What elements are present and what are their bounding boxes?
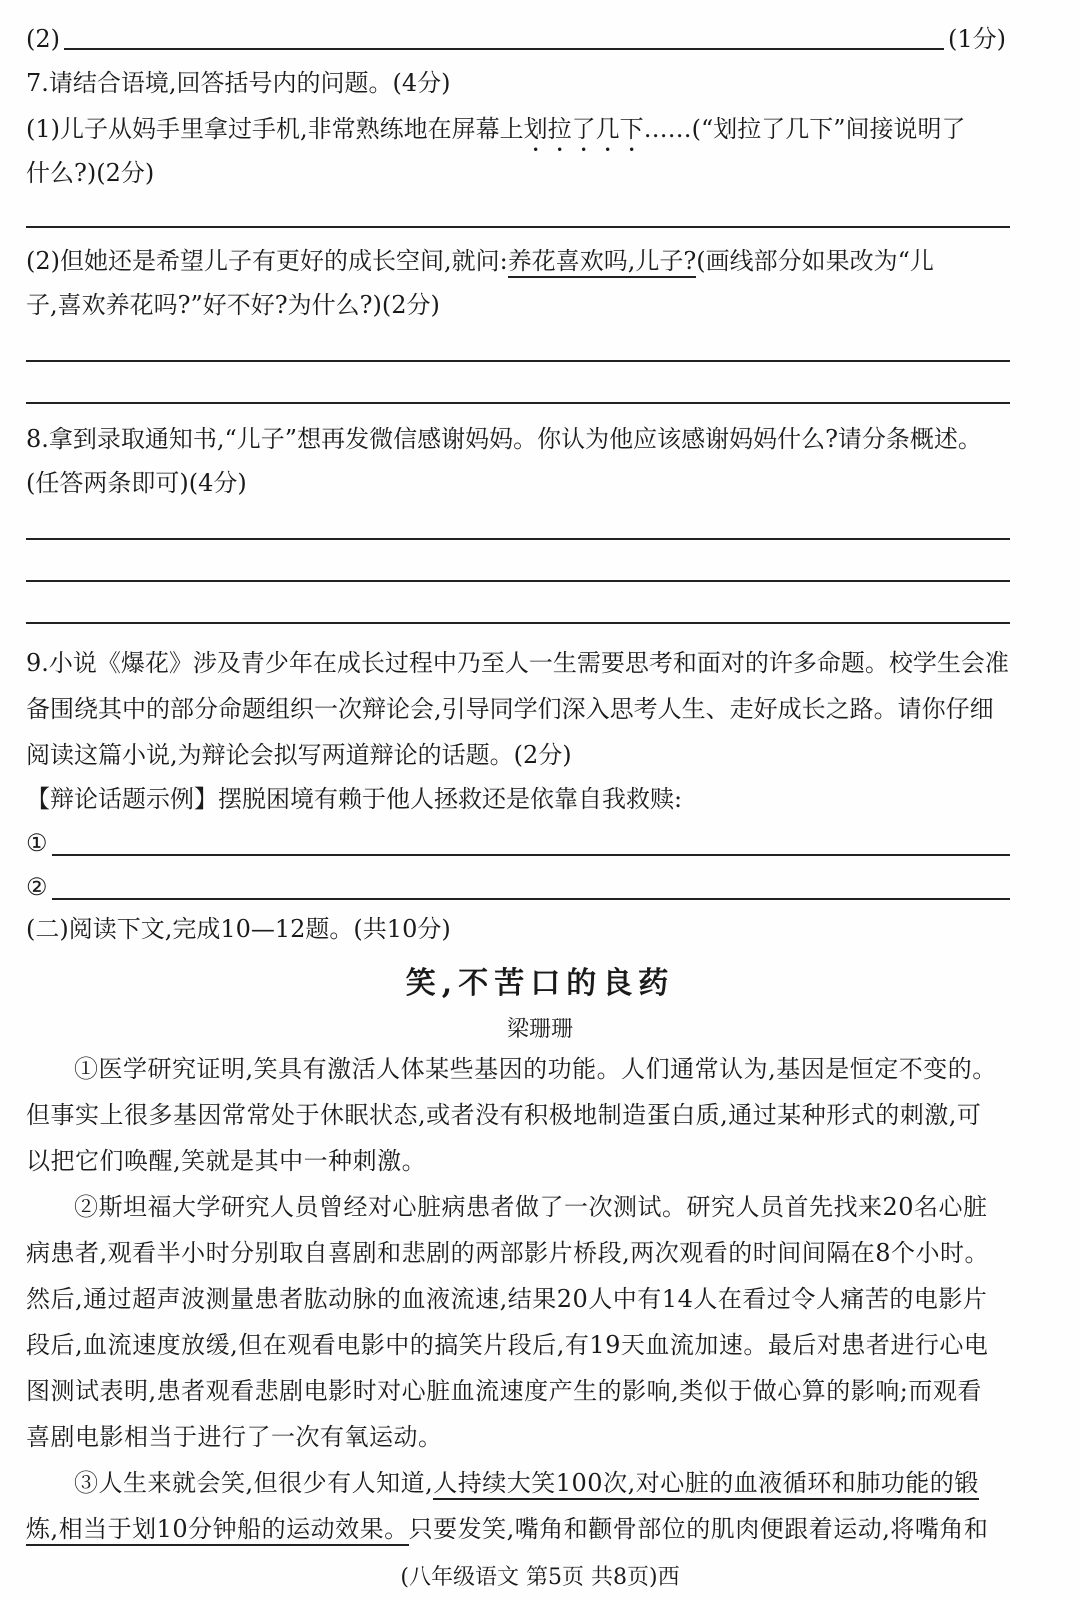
q6-item2-label: (2) bbox=[26, 25, 60, 53]
q6-item2 bbox=[26, 22, 1050, 56]
article-p3-line2 bbox=[26, 1512, 1050, 1546]
article-p2-line4: 段后,血流速度放缓,但在观看电影中的搞笑片段后,有19天血流加速。最后对患者进行心电 bbox=[26, 1331, 989, 1359]
article-p3-line2-text: 只要发笑,嘴角和颧骨部位的肌肉便跟着运动,将嘴角和 bbox=[408, 1515, 989, 1543]
article-p1-line3: 以把它们唤醒,笑就是其中一种刺激。 bbox=[26, 1147, 427, 1175]
article-p3-underlined-2: 炼,相当于划10分钟船的运动效果。 bbox=[26, 1515, 409, 1546]
q8-answer-line-2[interactable] bbox=[26, 580, 1010, 582]
q9-answer-line-2[interactable] bbox=[52, 898, 1010, 900]
q8-line1: 8.拿到录取通知书,“儿子”想再发微信感谢妈妈。你认为他应该感谢妈妈什么?请分条概述。 bbox=[26, 425, 982, 453]
section2-heading: (二)阅读下文,完成10—12题。(共10分) bbox=[26, 915, 451, 943]
q7-sub2-answer-line-2[interactable] bbox=[26, 402, 1010, 404]
q7-sub2-answer-line-1[interactable] bbox=[26, 360, 1010, 362]
article-p3-line1-text: ③人生来就会笑,但很少有人知道, bbox=[74, 1469, 434, 1497]
q9-answer-line-1[interactable] bbox=[52, 854, 1010, 856]
q9-mark2: ② bbox=[26, 873, 48, 901]
article-p1-line2: 但事实上很多基因常常处于休眠状态,或者没有积极地制造蛋白质,通过某种形式的刺激,可 bbox=[26, 1101, 982, 1129]
q7-sub1-text-a: (1)儿子从妈手里拿过手机,非常熟练地在屏幕上 bbox=[26, 115, 524, 143]
article-p3-underlined-1: 人持续大笑100次,对心脏的血液循环和肺功能的锻 bbox=[433, 1469, 978, 1500]
q7-sub2-text-b: (画线部分如果改为“儿 bbox=[696, 247, 934, 275]
q8-line2: (任答两条即可)(4分) bbox=[26, 469, 247, 497]
q7-sub2 bbox=[26, 244, 1050, 278]
article-p3-line1 bbox=[74, 1466, 1050, 1500]
article-title: 笑,不苦口的良药 bbox=[405, 966, 675, 1001]
q7-sub2-text-a: (2)但她还是希望儿子有更好的成长空间,就问: bbox=[26, 247, 508, 275]
q7-sub1-cont: 什么?)(2分) bbox=[26, 159, 155, 187]
q6-answer-line[interactable] bbox=[64, 48, 944, 50]
q7-sub1-dotted: 划拉了几下 bbox=[523, 115, 644, 143]
q7-sub1 bbox=[26, 112, 1050, 157]
page-footer: (八年级语文 第5页 共8页)西 bbox=[400, 1565, 680, 1590]
q6-item2-score: (1分) bbox=[948, 25, 1006, 53]
q9-example: 【辩论话题示例】摆脱困境有赖于他人拯救还是依靠自我救赎: bbox=[26, 785, 683, 813]
article-p2-line5: 图测试表明,患者观看悲剧电影时对心脏血流速度产生的影响,类似于做心算的影响;而观看 bbox=[26, 1377, 982, 1405]
q9-line2: 备围绕其中的部分命题组织一次辩论会,引导同学们深入思考人生、走好成长之路。请你仔细 bbox=[26, 695, 994, 723]
q9-line3: 阅读这篇小说,为辩论会拟写两道辩论的话题。(2分) bbox=[26, 741, 572, 769]
q8-answer-line-1[interactable] bbox=[26, 538, 1010, 540]
article-p2-line2: 病患者,观看半小时分别取自喜剧和悲剧的两部影片桥段,两次观看的时间间隔在8个小时。 bbox=[26, 1239, 990, 1267]
q7-sub1-text-b: ……(“划拉了几下”间接说明了 bbox=[643, 115, 966, 143]
q7-sub1-answer-line[interactable] bbox=[26, 226, 1010, 228]
article-p2-line1: ②斯坦福大学研究人员曾经对心脏病患者做了一次测试。研究人员首先找来20名心脏 bbox=[74, 1193, 988, 1221]
q7-sub2-cont: 子,喜欢养花吗?”好不好?为什么?)(2分) bbox=[26, 291, 440, 319]
q9-mark1: ① bbox=[26, 829, 48, 857]
article-author: 梁珊珊 bbox=[506, 1017, 573, 1042]
q8-answer-line-3[interactable] bbox=[26, 622, 1010, 624]
q7-sub2-underlined: 养花喜欢吗,儿子? bbox=[508, 247, 697, 278]
article-p2-line3: 然后,通过超声波测量患者肱动脉的血液流速,结果20人中有14人在看过令人痛苦的电影片 bbox=[26, 1285, 988, 1313]
article-p1-line1: ①医学研究证明,笑具有激活人体某些基因的功能。人们通常认为,基因是恒定不变的。 bbox=[74, 1055, 997, 1083]
q7-stem: 7.请结合语境,回答括号内的问题。(4分) bbox=[26, 69, 451, 97]
article-p2-line6: 喜剧电影相当于进行了一次有氧运动。 bbox=[26, 1423, 443, 1451]
q9-line1: 9.小说《爆花》涉及青少年在成长过程中乃至人一生需要思考和面对的许多命题。校学生会准 bbox=[26, 649, 1009, 677]
